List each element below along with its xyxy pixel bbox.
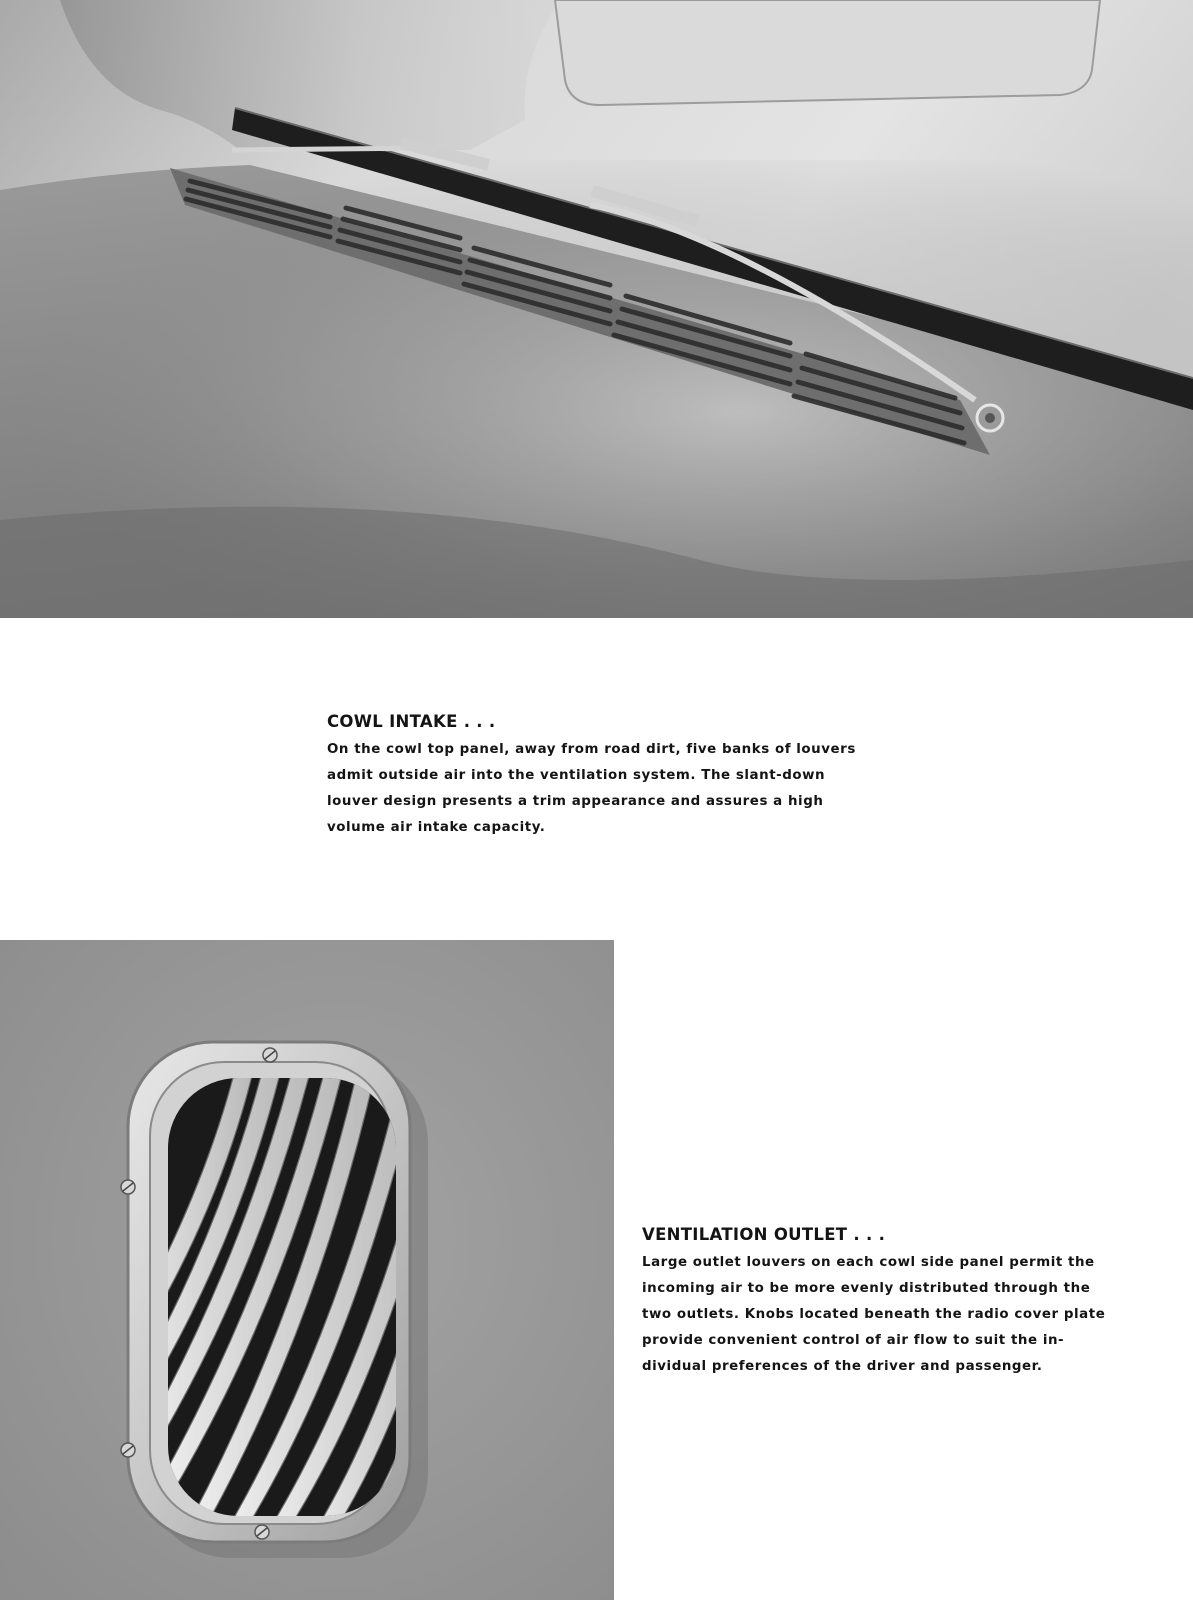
ventilation-outlet-line: Large outlet louvers on each cowl side panel permit the xyxy=(642,1255,1095,1270)
ventilation-outlet-line: dividual preferences of the driver and passenger. xyxy=(642,1359,1043,1374)
ventilation-outlet-line: provide convenient control of air flow to suit the in- xyxy=(642,1333,1065,1348)
cowl-intake-caption xyxy=(327,712,924,841)
cowl-intake-line: volume air intake capacity. xyxy=(327,820,546,835)
cowl-intake-photo xyxy=(0,0,1193,618)
cowl-intake-line: louver design presents a trim appearance and assures a high xyxy=(327,794,824,809)
ventilation-outlet-body xyxy=(642,1250,1166,1380)
ventilation-outlet-line: two outlets. Knobs located beneath the radio cover plate xyxy=(642,1307,1106,1322)
cowl-intake-line: admit outside air into the ventilation system. The slant-down xyxy=(327,768,826,783)
cowl-intake-line: On the cowl top panel, away from road dirt, five banks of louvers xyxy=(327,742,856,757)
ventilation-outlet-title: VENTILATION OUTLET . . . xyxy=(642,1225,886,1244)
cowl-intake-title: COWL INTAKE . . . xyxy=(327,712,496,731)
cowl-intake-body xyxy=(327,737,924,841)
ventilation-outlet-caption xyxy=(642,1225,1166,1380)
ventilation-outlet-line: incoming air to be more evenly distributed through the xyxy=(642,1281,1091,1296)
ventilation-outlet-photo xyxy=(0,940,614,1600)
